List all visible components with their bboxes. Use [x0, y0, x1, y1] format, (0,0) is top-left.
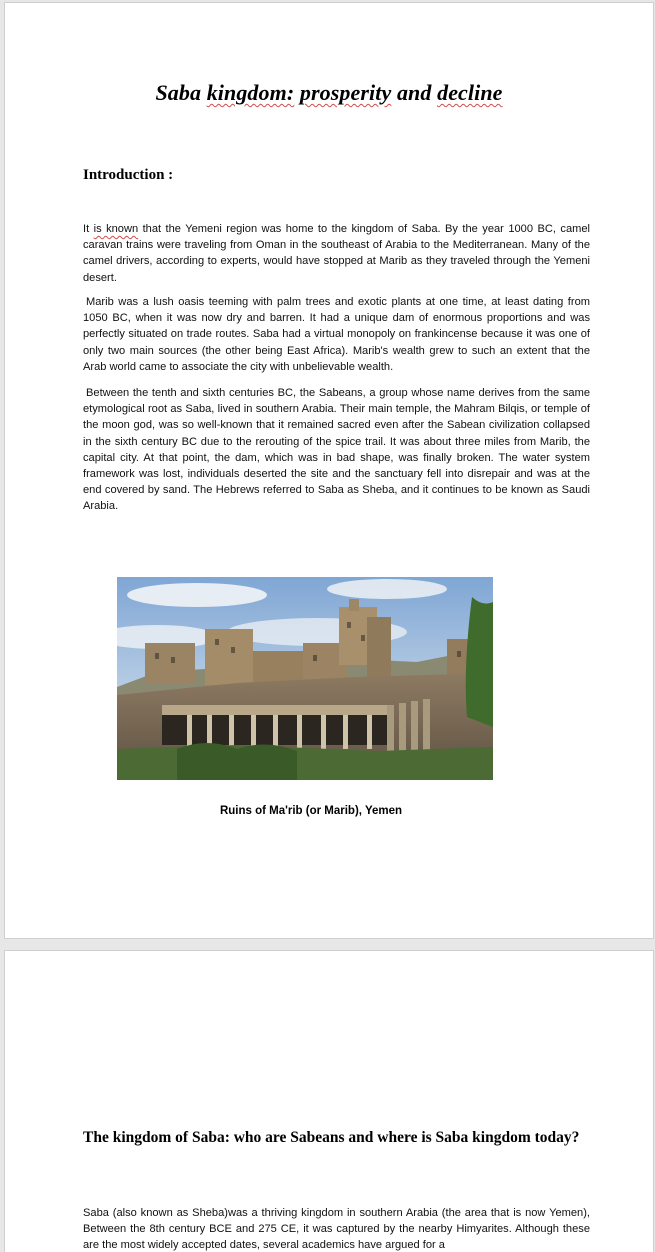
paragraph-1-start: It: [83, 223, 94, 235]
title-word-flagged: decline: [437, 80, 503, 105]
paragraph-4: Saba (also known as Sheba)was a thriving kingdom in southern Arabia (the area that is now Yemen), Between the 8th century BCE and 275 CE, it was captured by the nearby Himyarites. Although these are the most widely accepted dates, several academics have argued for a: [83, 1207, 590, 1252]
document-title: [5, 80, 653, 106]
saba-kingdom-heading: The kingdom of Saba: who are Sabeans and where is Saba kingdom today?: [83, 1129, 580, 1146]
photo-caption: Ruins of Ma'rib (or Marib), Yemen: [219, 805, 403, 817]
title-word: Saba: [155, 80, 207, 105]
paragraph-1: [83, 221, 590, 286]
title-word-flagged: prosperity: [299, 80, 392, 105]
introduction-heading: Introduction :: [83, 167, 174, 183]
paragraph-2: Marib was a lush oasis teeming with palm trees and exotic plants at one time, at least dating from 1050 BC, when it was now dry and barren. It had a unique dam of enormous proportions and was perfectly situated on trade routes. Saba had a virtual monopoly on frankincense because it was one of only two main sources (the other being East Africa). Marib's wealth grew to such an extent that the Arab world came to associate the city with unbelievable wealth.: [83, 296, 590, 373]
marib-ruins-photo: [117, 577, 493, 780]
title-word: and: [391, 80, 438, 105]
flagged-phrase: is known: [93, 223, 139, 235]
document-page-2: [4, 950, 654, 1252]
title-word-flagged: kingdom:: [206, 80, 295, 105]
document-page-1: [4, 2, 654, 939]
paragraph-3: Between the tenth and sixth centuries BC, the Sabeans, a group whose name derives from the same etymological root as Saba, lived in southern Arabia. Their main temple, the Mahram Bilqis, or temple of the moon god, was so well-known that it remained sacred even after the Sabean civilization collapsed in the sixth century BC due to the rerouting of the spice trail. It was about three miles from Marib, the capital city. At that point, the dam, which was in bad shape, was finally broken. The water system framework was lost, individuals deserted the site and the sanctuary fell into disrepair and was at the end covered by sand. The Hebrews referred to Saba as Sheba, and it continues to be known as Saudi Arabia.: [83, 387, 590, 513]
paragraph-1-rest: that the Yemeni region was home to the kingdom of Saba. By the year 1000 BC, camel caravan trains were traveling from Oman in the southeast of Arabia to the Mediterranean. Many of the camel drivers, according to experts, would have stopped at Marib as they traveled through the Yemeni desert.: [83, 223, 590, 284]
